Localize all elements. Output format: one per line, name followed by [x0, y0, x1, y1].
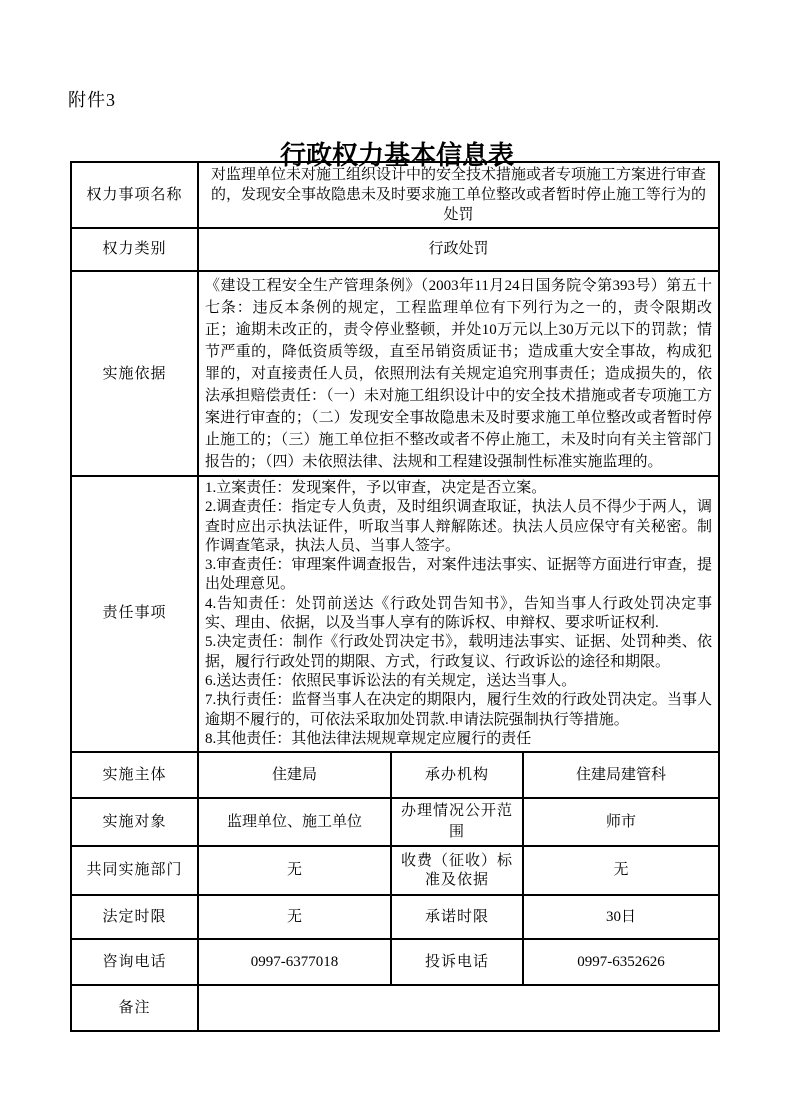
fee-standard-label: 收费（征收）标准及依据	[391, 846, 523, 895]
duty-item-6: 6.送达责任：依照民事诉讼法的有关规定，送达当事人。	[205, 672, 577, 689]
promised-limit-value: 30日	[523, 895, 719, 939]
page-title: 行政权力基本信息表	[279, 141, 514, 171]
target-value: 监理单位、施工单位	[198, 798, 391, 846]
power-name-value: 对监理单位未对施工组织设计中的安全技术措施或者专项施工方案进行审查的，发现安全事故隐患未及时要求施工单位整改或者暂时停止施工等行为的处罚	[198, 162, 719, 228]
duty-item-5: 5.决定责任：制作《行政处罚决定书》，载明违法事实、证据、处罚种类、依据，履行行政处罚的期限、方式，行政复议、行政诉讼的途径和期限。	[205, 634, 712, 670]
row-time-limit	[71, 895, 719, 939]
joint-departments-value: 无	[198, 846, 391, 895]
consult-phone-label: 咨询电话	[71, 939, 198, 985]
attachment-label: 附件3	[68, 90, 116, 110]
fee-standard-value: 无	[523, 846, 719, 895]
agency-value: 住建局建管科	[523, 752, 719, 798]
row-phones	[71, 939, 719, 985]
power-type-label: 权力类别	[71, 228, 198, 271]
complaint-phone-value: 0997-6352626	[523, 939, 719, 985]
info-table	[70, 161, 720, 1032]
duties-label: 责任事项	[71, 476, 198, 752]
complaint-phone-label: 投诉电话	[391, 939, 523, 985]
row-remark	[71, 985, 719, 1031]
duty-item-2: 2.调查责任：指定专人负责，及时组织调查取证，执法人员不得少于两人，调查时应出示执法证件，听取当事人辩解陈述。执法人员应保守有关秘密。制作调查笔录，执法人员、当事人签字。	[205, 499, 712, 554]
subject-value: 住建局	[198, 752, 391, 798]
power-type-value: 行政处罚	[198, 228, 719, 271]
subject-label: 实施主体	[71, 752, 198, 798]
consult-phone-value: 0997-6377018	[198, 939, 391, 985]
promised-limit-label: 承诺时限	[391, 895, 523, 939]
remark-value	[198, 985, 719, 1031]
duty-item-8: 8.其他责任：其他法律法规规章规定应履行的责任	[205, 730, 532, 747]
duty-item-7: 7.执行责任：监督当事人在决定的期限内，履行生效的行政处罚决定。当事人逾期不履行的，可依法采取加处罚款.申请法院强制执行等措施。	[205, 692, 712, 728]
joint-departments-label: 共同实施部门	[71, 846, 198, 895]
disclosure-scope-label: 办理情况公开范围	[391, 798, 523, 846]
row-duties	[71, 476, 719, 752]
basis-label: 实施依据	[71, 271, 198, 476]
duty-item-1: 1.立案责任：发现案件，予以审查，决定是否立案。	[205, 480, 547, 496]
basis-value: 《建设工程安全生产管理条例》（2003年11月24日国务院令第393号）第五十七条：违反本条例的规定，工程监理单位有下列行为之一的，责令限期改正；逾期未改正的，责令停业整顿，并处10万元以上30万元以下的罚款；情节严重的，降低资质等级，直至吊销资质证书；造成重大安全事故，构成犯罪的，对直接责任人员，依照刑法有关规定追究刑事责任；造成损失的，依法承担赔偿责任：（一）未对施工组织设计中的安全技术措施或者专项施工方案进行审查的；（二）发现安全事故隐患未及时要求施工单位整改或者暂时停止施工的；（三）施工单位拒不整改或者不停止施工，未及时向有关主管部门报告的；（四）未依照法律、法规和工程建设强制性标准实施监理的。	[198, 271, 719, 476]
row-subject	[71, 752, 719, 798]
duty-item-4: 4.告知责任：处罚前送达《行政处罚告知书》，告知当事人行政处罚决定事实、理由、依据，以及当事人享有的陈诉权、申辩权、要求听证权利.	[205, 595, 712, 632]
row-basis	[71, 271, 719, 476]
duty-item-3: 3.审查责任：审理案件调查报告，对案件违法事实、证据等方面进行审查，提出处理意见。	[205, 557, 712, 593]
statutory-limit-label: 法定时限	[71, 895, 198, 939]
duties-value	[198, 476, 719, 752]
remark-label: 备注	[71, 985, 198, 1031]
agency-label: 承办机构	[391, 752, 523, 798]
row-power-type	[71, 228, 719, 271]
row-power-name	[71, 162, 719, 228]
power-name-label: 权力事项名称	[71, 162, 198, 228]
target-label: 实施对象	[71, 798, 198, 846]
statutory-limit-value: 无	[198, 895, 391, 939]
row-target	[71, 798, 719, 846]
disclosure-scope-value: 师市	[523, 798, 719, 846]
row-joint-departments	[71, 846, 719, 895]
